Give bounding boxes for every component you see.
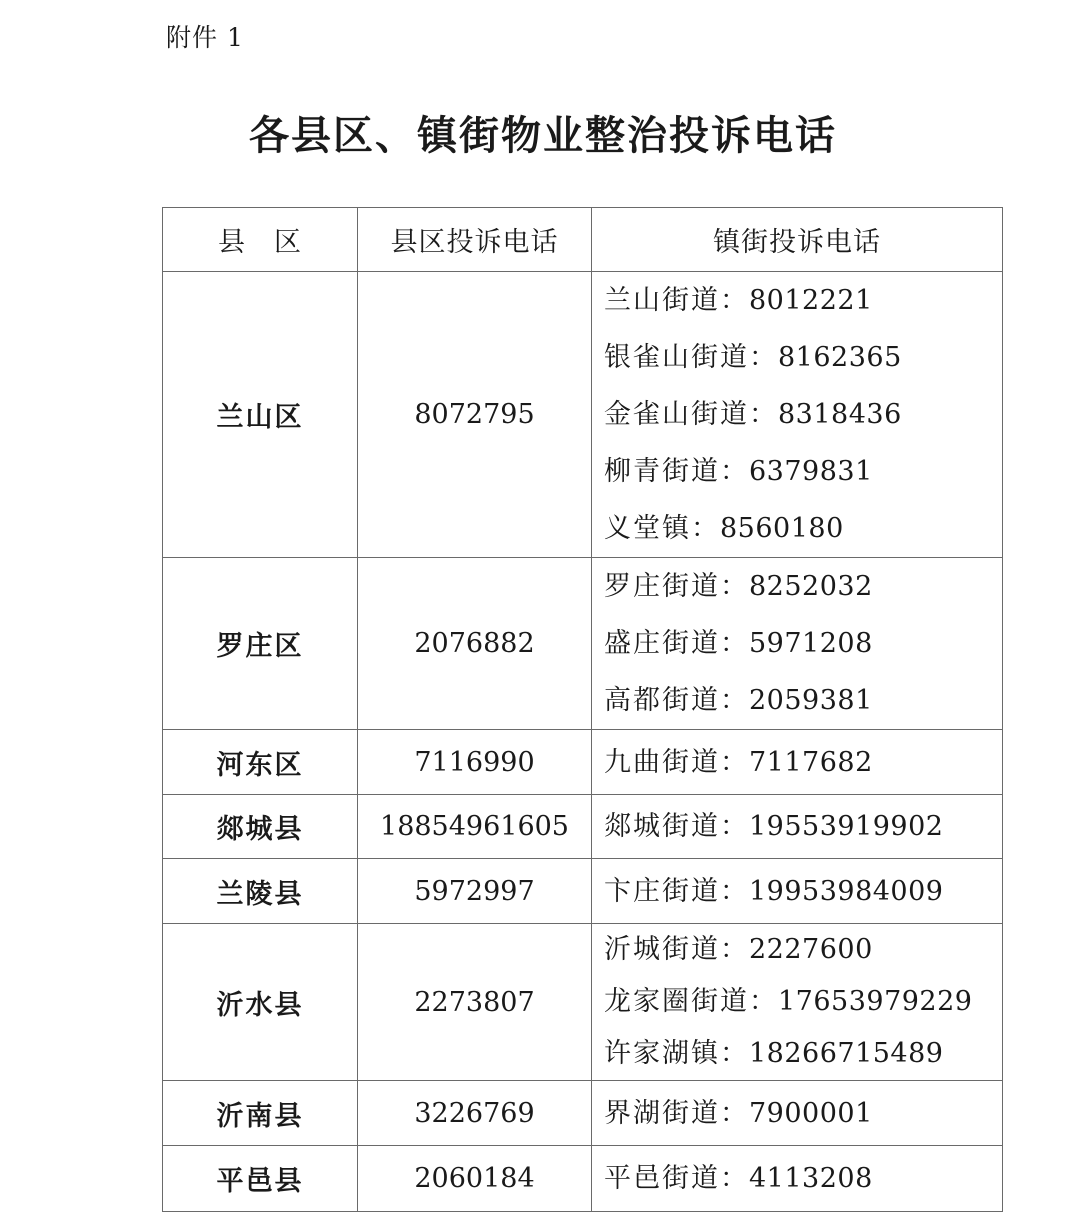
town-phone-entry — [604, 558, 1002, 615]
town-phone-entry — [604, 1085, 1002, 1142]
county-name: 河东区 — [163, 730, 358, 795]
table-row — [163, 1081, 1003, 1146]
town-name: 龙家圈街道： — [604, 986, 778, 1017]
town-phone-list — [592, 730, 1003, 795]
town-phone: 2059381 — [749, 685, 873, 716]
town-name: 界湖街道： — [604, 1097, 749, 1129]
town-phone-entry — [604, 443, 1002, 500]
town-phone: 19553919902 — [749, 811, 944, 842]
town-phone: 6379831 — [749, 456, 873, 487]
town-phone-entry — [604, 798, 1002, 855]
town-name: 高都街道： — [604, 685, 749, 716]
town-phone-entry — [604, 1028, 1002, 1080]
town-phone-entry — [604, 1150, 1002, 1207]
town-phone-entry — [604, 863, 1002, 920]
town-phone-entry — [604, 272, 1002, 329]
town-phone: 2227600 — [749, 934, 873, 965]
header-town-phone: 镇街投诉电话 — [592, 208, 1003, 272]
town-name: 银雀山街道： — [604, 342, 778, 373]
town-phone: 5971208 — [749, 628, 873, 659]
complaint-phone-table — [162, 207, 1003, 1212]
county-phone: 5972997 — [358, 859, 592, 924]
county-name: 沂水县 — [163, 924, 358, 1081]
town-name: 兰山街道： — [604, 285, 749, 316]
county-name: 平邑县 — [163, 1146, 358, 1212]
county-phone: 2076882 — [358, 558, 592, 730]
town-phone-list — [592, 924, 1003, 1081]
town-phone-entry — [604, 672, 1002, 729]
town-phone: 8012221 — [749, 285, 873, 316]
town-phone-list — [592, 795, 1003, 859]
town-phone-entry — [604, 924, 1002, 976]
town-phone: 7117682 — [749, 746, 873, 778]
town-phone: 8318436 — [778, 399, 902, 430]
county-phone: 3226769 — [358, 1081, 592, 1146]
town-name: 盛庄街道： — [604, 628, 749, 659]
table-row — [163, 730, 1003, 795]
town-name: 金雀山街道： — [604, 399, 778, 430]
town-name: 许家湖镇： — [604, 1038, 749, 1069]
county-phone: 7116990 — [358, 730, 592, 795]
table-header-row — [163, 208, 1003, 272]
town-phone: 8252032 — [749, 571, 873, 602]
town-name: 九曲街道： — [604, 746, 749, 778]
county-name: 沂南县 — [163, 1081, 358, 1146]
town-phone-entry — [604, 615, 1002, 672]
county-name: 罗庄区 — [163, 558, 358, 730]
table-row — [163, 859, 1003, 924]
town-name: 柳青街道： — [604, 456, 749, 487]
header-county: 县 区 — [163, 208, 358, 272]
town-phone: 4113208 — [749, 1163, 873, 1194]
town-name: 平邑街道： — [604, 1163, 749, 1194]
county-name: 兰陵县 — [163, 859, 358, 924]
attachment-label: 附件 1 — [166, 23, 244, 52]
town-phone-list — [592, 558, 1003, 730]
town-phone-entry — [604, 329, 1002, 386]
county-name: 兰山区 — [163, 272, 358, 558]
table-row — [163, 795, 1003, 859]
county-phone: 8072795 — [358, 272, 592, 558]
town-phone-entry — [604, 386, 1002, 443]
town-phone-entry — [604, 734, 1002, 791]
town-name: 卞庄街道： — [604, 875, 749, 907]
county-phone: 2273807 — [358, 924, 592, 1081]
town-name: 义堂镇： — [604, 513, 720, 544]
table-row — [163, 924, 1003, 1081]
town-phone-list — [592, 272, 1003, 558]
town-phone: 19953984009 — [749, 875, 944, 907]
town-phone: 17653979229 — [778, 986, 973, 1017]
town-phone-list — [592, 1081, 1003, 1146]
town-phone: 8560180 — [720, 513, 844, 544]
table-row — [163, 272, 1003, 558]
county-phone: 2060184 — [358, 1146, 592, 1212]
town-name: 罗庄街道： — [604, 571, 749, 602]
county-phone: 18854961605 — [358, 795, 592, 859]
town-phone-entry — [604, 976, 1002, 1028]
town-phone: 8162365 — [778, 342, 902, 373]
header-county-phone: 县区投诉电话 — [358, 208, 592, 272]
document-title: 各县区、镇街物业整治投诉电话 — [249, 112, 837, 159]
town-phone-entry — [604, 500, 1002, 557]
town-name: 郯城街道： — [604, 811, 749, 842]
town-phone: 7900001 — [749, 1097, 873, 1129]
table-row — [163, 558, 1003, 730]
town-phone: 18266715489 — [749, 1038, 944, 1069]
town-phone-list — [592, 859, 1003, 924]
town-name: 沂城街道： — [604, 934, 749, 965]
table-row — [163, 1146, 1003, 1212]
town-phone-list — [592, 1146, 1003, 1212]
county-name: 郯城县 — [163, 795, 358, 859]
